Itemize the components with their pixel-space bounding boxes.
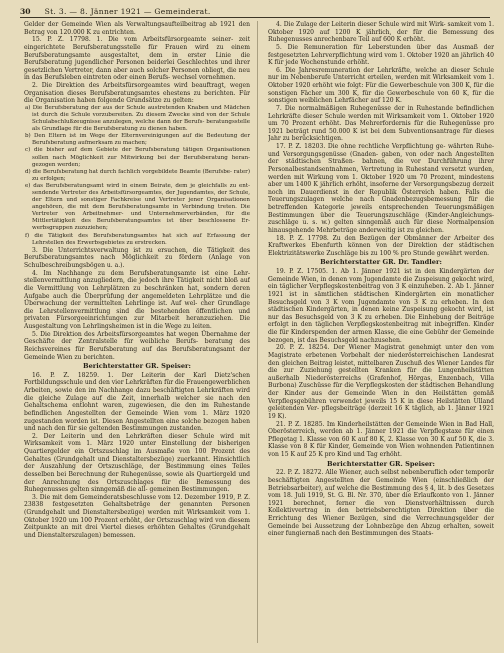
paragraph: 2. Der Leiterin und den Lehrkräften dieser Schule wird mit Wirksamkeit vom 1. März 1920 unter Einstellung der bisherigen Quartiergelder ein Ortszuschlag im Ausmaße von 100 Prozent des Gehaltes (Grundgehalt und Dienstaltersbezüge) zuerkannt. Hinsichtlich der Auszahlung der Ortszuschläge, der Bestimmung eines Teiles desselben bei Berechnung der Ruhegenüsse, sowie als Quartiergeld und der Anrechnung des Ortszuschlages für die Bemessung des Ruhegenusses gelten sinngemäß die all- gemeinen Bestimmungen. xyxy=(24,432,250,494)
paragraph: 20. P. Z. 18254. Der Wiener Magistrat genehmigt unter den vom Magistrate erbetenen Vorbehalt der niederösterreichischen Landesrat den gleichen Beitrag leistet, mittelbaren Zuschuß des Wiener Landes für die zur Zuziehung gestellten Kranken für die Lungenheilstätten außerhalb Niederösterreichs (Grafenhof, Hörgas, Enzenbach, Villa Burbona) Zuschüsse für die Verpflegskosten der städtischen Behandlung der Kinder aus der Gemeinde Wien in den Heilstätten gemäß Verpflegsgebühren verwendet jeweils 15 K in diese Heilstätten Ulland geleitenden Ver- pflegsbeiträge (derzeit 16 K täglich, ab 1. Jänner 1921 19 K). xyxy=(268,344,494,420)
reporter-heading: Berichterstatter GR. Speiser: xyxy=(83,362,191,371)
paragraph: 7. Die normalmäßigen Ruhegenüsse der in Ruhestande befindlichen Lehrkräfte dieser Schule werden mit Wirksamkeit vom 1. Oktober 1920 um 70 Prozent erhöht. Das Mehrerfordernis für die Ruhegenüsse pro 1921 beträgt rund 50.000 K ist bei dem Subventionsantrage für dieses Jahr zu berücksichtigen. xyxy=(268,104,494,143)
paragraph: 21. P. Z. 18285. Im Kinderheilstätten der Gemeinde Wien in Bad Hall, Oberösterreich, werden ab 1. Jänner 1921 die Verpflegstaxe für einen Pflegetag 1. Klasse von 60 K auf 80 K, 2. Klasse von 30 K auf 50 K, die 3. Klasse von 8 K für Kinder, Gemeinde von Wien wohnenden Patientinnen von 15 K auf 25 K pro Kind und Tag erhöht. xyxy=(268,420,494,458)
right-column xyxy=(268,21,494,643)
paragraph: f) die Tätigkeit des Berufsberatungsamtes hat sich auf Erfassung der Lehrstellen des Erwerbsgebietes zu erstrecken. xyxy=(25,232,250,246)
page-number: 30 xyxy=(20,6,31,16)
paragraph: c) die bisher auf dem Gebiete der Berufsberatung tätigen Organisationen sollen nach Möglichkeit zur Mitwirkung bei der Berufsberatung heran- gezogen werden; xyxy=(25,147,250,168)
paragraph: 16. P. Z. 18259. 1. Der Leiterin der Karl Dietz'schen Fortbildungsschule und den vier Lehrkräften für die Frauengewerblichen Arbeiten, sowie den im Nachhange dazu beschäftigten Lehrkräften wird die gleiche Zulage auf die Zeit, innerhalb welcher sie nach den Gehaltschema entlohnt waren, zugewiesen, die den im Ruhestande befindlichen Angestellten der Gemeinde Wien vom 1. März 1920 zugestanden worden ist. Diesen Angestellten eine solche bezogen haben und nach den für sie geltenden Bestimmungen zustanden. xyxy=(24,371,250,433)
paragraph: 6. Die Jahresremuneration der Lehrkräfte, welche an dieser Schule nur im Nebenberufe Unterricht erteilen, werden mit Wirksamkeit vom 1. Oktober 1920 erhöht wie folgt: Für die Gewerbeschule von 300 K, für die sonstigen Fächer um 300 K, für die Gewerbeschule von 60 K, für die sonstigen weiblichen Lehrfächer auf 120 K. xyxy=(268,66,494,105)
paragraph: e) das Berufsberatungsamt wird in einem Beirate, dem je gleichfalls zu ent- sendende Vertreter des Arbeitsfürsorgeamtes, der Jugendamtes, der Schule, der Eltern und sonstiger Fachkreise und Vertreter jener Organisationen angehören, die mit dem Berufsberatungsamte in Verbindung treten. Die Vertreter von Arbeitnehmer- und Unternehmerverbänden, für die Mittlertätigkeit des Berufsberatungsamtes ist über beschlossene Er- werbsgruppen zuzuziehen; xyxy=(25,182,250,232)
paragraph: 5. Die Remuneration für Leberstunden über das Ausmaß der festgesetzten Lehrverpflichtung wird vom 1. Oktober 1920 an jährlich 40 K für jede Wochenstunde erhöht. xyxy=(268,43,494,67)
reporter-heading: Berichterstatter GR. Speiser: xyxy=(327,459,435,468)
paragraph: Gelder der Gemeinde Wien als Verwaltungsaufteilbeitrag ab 1921 den Betrag von 120.000 K zu entrichten. xyxy=(24,21,250,36)
paragraph: b) Den Eltern ist im Wege der Elternvereinigungen auf die Bedeutung der Berufsberatung aufmerksam zu machen; xyxy=(25,133,250,147)
page-header xyxy=(20,5,490,17)
paragraph: 15. P. Z. 17798. 1. Die vom Arbeitsfürsorgeamte seiner- zeit eingerichtete Berufsberatungsstelle für Frauen wird zu einem Berufsberatungsamte ausgestaltet, dem in erster Linie die Berufsberatung jugendlicher Personen beiderlei Geschlechtes und ihrer gesetzlichen Vertreter, dann aber auch solcher Personen obliegt, die neu in das Berufsleben eintreten oder einen Berufs- wechsel vornehmen. xyxy=(24,36,250,82)
paragraph: 22. P. Z. 18272. Alle Wiener, auch selbst nebenberuflich oder temporär beschäftigten Angestellten der Gemeinde Wien (einschließlich der Betriebsarbeiter), auf welche die Bestimmung des § 4, lit. b des Gesetzes vom 18. Juli 1919, St. G. Bl. Nr. 370, über die Erlaufkonto von 1. Jänner 1921 berechnet, ferner die von Dienstverhältnissen durch Kollektivvertrag in den betriebsberechtigten Direktion über die Errichtung des Wiener Bezügen, sind die Verrechnungsgelder der Gemeinde bei Aussetzung der Lohnbezüge den Abzug erhalten, soweit einer fungiernaß nach den Bestimmungen des Staats- xyxy=(268,469,494,538)
paragraph: 19. P. Z. 17505. 1. Ab 1. Jänner 1921 ist in den Kindergärten der Gemeinde Wien, in denen vom Jugendamte die Zuspeisung gekocht wird, ein täglicher Verpflegskostenbeitrag von 3 K einzuheben. 2. Ab 1. Jänner 1921 ist in sämtlichen städtischen Kindergärten ein monatlicher Besuchsgeld von 3 K vom Jugendamte von 3 K zu erheben. In den städtischen Kindergärten, in denen keine Zuspeisung gekocht wird, ist nur das Besuchsgeld von 3 K zu erheben. Die Einhebung der Beiträge erfolgt in den täglichen Verpflegskostenbeitrag mit inbegriffen. Kinder die für Kinderspenden der armen Klasse, die eine Gebühr der Gemeinde bezogen, ist das Besuchsgeld nachzusehen. xyxy=(268,268,494,344)
paragraph: 17. P. Z. 18203. Die ohne rechtliche Verpflichtung ge- währten Ruhe- und Versorgungsgenüsse (Gnaden- gaben, von oder nach Angestellten der städtischen Straßen- bahnen, die vor Durchführung ihrer Personalbestandsentnahmen, Vertretung in Ruhestand versetzt wurden, werden mit Wirkung vom 1. Oktober 1920 um 70 Prozent, mindestens aber um 1400 K jährlich erhöht, insoferne der Versorgungsbezug derzeit noch im Dauerdienst in der Republik Österreich haben. Falls die Teuerungszulagen welche nach Gnadenbezugsbemessung für die betreffenden Kategorie jeweils entsprechenden Teuerungsmäßigen Bestimmungen über die Teuerungszuschläge (Kinder-Angleichungs- zuschläge u. s. w.) gelten sinngemäß auch für diese Normalpension hinausgehende Mehrbeträge anderweitig ist zu gleichen. xyxy=(268,143,494,234)
paragraph: 4. Die Zulage der Leiterin dieser Schule wird mit Wirk- samkeit vom 1. Oktober 1920 auf 1200 K jährlich, der für die Bemessung des Ruhegenusses anrechenbare Teil auf 600 K erhöht. xyxy=(268,21,494,44)
running-head: St. 3. — 8. Jänner 1921 — Gemeinderat. xyxy=(44,6,211,16)
paragraph: 18. P. Z. 17798. Zu den Bezügen der Obmänner der Arbeiter des Kraftwerkes Ebenfurth können von der Direktion der städtischen Elektrizitätswerke Zuschläge bis zu 100 % pro Stunde gewährt werden. xyxy=(268,234,494,257)
paragraph: 4. Im Nachhange zu dem Berufsberatungsamte ist eine Lehr- stellenvermittlung anzugliedern, die jedoch ihre Tätigkeit nicht bloß auf die Vermittlung von Lehrplätzen zu beschränken hat, sondern deren Aufgabe auch die Überprüfung der angemeldeten Lehrplätze und die Überwachung der vermittelten Lehrlinge ist. Auf wel- cher Grundlage die Lehrstellenvermittlung sind die bestehenden öffentlichen und privaten Fürsorgeeinrichtungen zur Mitarbeit heranzuziehen. Die Ausgestaltung von Lehrlingsheimen ist in die Wege zu leiten. xyxy=(24,269,250,330)
header-rule xyxy=(20,17,490,18)
paragraph: 3. Die mit dem Gemeinderatsbeschlusse vom 12. Dezember 1919, P. Z. 23838 festgesetzten Gehaltsbeträge der genannten Personen (Grundgehalt und Dienstaltersbezüge) werden mit Wirksamkeit vom 1. Oktober 1920 um 100 Prozent erhöht, der Ortszuschlag wird von diesem Zeitpunkte an mit drei Viertel dieses erhöhten Gehaltes (Grundgehalt und Dienstalterszulagen) bemessen. xyxy=(24,493,250,539)
paragraph: a) Die Berufsberatung der aus der Schule austretenden Knaben und Mädchen ist durch die Schule vorzubereiten. Zu diesem Zwecke sind von der Schule Schulabschlußzeugnisse anzulegen, welche dann der Berufs- beratungsstelle als Grundlage für die Berufsberatung zu dienen haben. xyxy=(25,104,250,133)
left-column xyxy=(24,21,250,643)
column-separator xyxy=(257,21,258,643)
paragraph: 3. Die Unterrichtsverwaltung ist zu ersuchen, die Tätigkeit des Berufsberatungsamtes nach Möglichkeit zu fördern (Anlage von Schulbeschreibungsbögen u. a.). xyxy=(24,246,250,269)
paragraph: 2. Die Direktion des Arbeitsfürsorgeamtes wird beauftragt, wegen Organisation dieses Berufsberatungsamtes ehestens zu berichten. Für die Organisation haben folgende Grundsätze zu gelten: xyxy=(24,82,250,105)
paragraph: 5. Die Direktion des Arbeitsfürsorgeamtes hat wegen Übernahme der Geschäfte der Zentralstelle für weibliche Berufs- beratung des Reichsvereines für Berufsberatung auf das Berufsberatungsamt der Gemeinde Wien zu berichten. xyxy=(24,330,250,361)
reporter-heading: Berichterstatter GR. Dr. Tandler: xyxy=(320,258,442,267)
paragraph: d) die Berufsberatung hat durch fachlich vorgebildete Beamte (Berufsbe- rater) zu erfolgen; xyxy=(25,168,250,182)
